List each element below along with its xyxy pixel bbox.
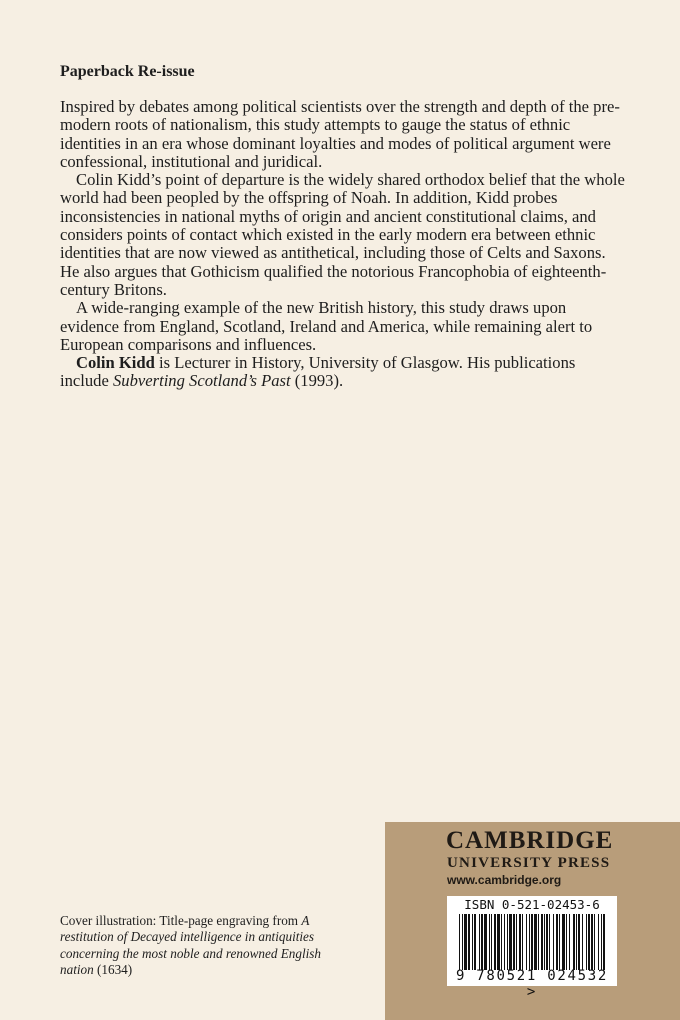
barcode-bar bbox=[526, 914, 527, 970]
barcode-bar bbox=[519, 914, 521, 970]
barcode-bar bbox=[586, 914, 587, 970]
barcode-bar bbox=[462, 914, 463, 970]
barcode-bar bbox=[569, 914, 570, 970]
barcode-bar bbox=[497, 914, 500, 970]
publisher-subtitle: UNIVERSITY PRESS bbox=[447, 855, 611, 871]
publisher-name: CAMBRIDGE bbox=[446, 827, 614, 854]
barcode-bar bbox=[576, 914, 577, 970]
isbn-text: ISBN 0-521-02453-6 bbox=[464, 897, 600, 912]
cover-credit-year: (1634) bbox=[93, 961, 133, 977]
author-name: Colin Kidd bbox=[76, 353, 155, 373]
barcode-bar bbox=[549, 914, 550, 970]
publisher-panel bbox=[385, 822, 680, 1020]
barcode-bar bbox=[472, 914, 473, 970]
barcode-bar bbox=[459, 914, 460, 970]
author-bio bbox=[60, 354, 628, 391]
barcode-bar bbox=[559, 914, 560, 970]
barcode-bar bbox=[603, 914, 605, 970]
barcode bbox=[447, 896, 617, 1000]
blurb-paragraph-3: A wide-ranging example of the new British history, this study draws upon evidence from England, Scotland, Ireland and America, while remaining alert to European comparisons and influences. bbox=[60, 298, 593, 354]
barcode-bar bbox=[582, 914, 583, 970]
barcode-bar bbox=[491, 914, 492, 970]
barcode-bar bbox=[531, 914, 533, 970]
barcode-bar bbox=[474, 914, 476, 970]
barcode-bar bbox=[464, 914, 467, 970]
barcode-bar bbox=[546, 914, 548, 970]
barcode-bar bbox=[598, 914, 599, 970]
barcode-bar bbox=[479, 914, 480, 970]
blurb-paragraph-2: Colin Kidd’s point of departure is the widely shared orthodox belief that the whole world had been peopled by the offspring of Noah. In addition, Kidd probes inconsistencies in national myths of origin and ancient constitutional claims, and considers points of contact which existed in the early modern era between ethnic identities that are now viewed as antithetical, including those of Celts and Saxons. He also argues that Gothicism qualified the notorious Francophobia of eighteenth-century Britons. bbox=[60, 170, 625, 299]
barcode-bar bbox=[556, 914, 558, 970]
barcode-bar bbox=[489, 914, 490, 970]
barcode-bars bbox=[459, 914, 605, 970]
barcode-bar bbox=[601, 914, 602, 970]
barcode-bar bbox=[516, 914, 517, 970]
author-book-title: Subverting Scotland’s Past bbox=[113, 371, 291, 391]
barcode-bar bbox=[513, 914, 515, 970]
barcode-bar bbox=[534, 914, 537, 970]
barcode-bar bbox=[501, 914, 502, 970]
barcode-bar bbox=[562, 914, 565, 970]
barcode-bar bbox=[553, 914, 554, 970]
barcode-bar bbox=[541, 914, 543, 970]
barcode-bar bbox=[509, 914, 512, 970]
blurb bbox=[60, 98, 628, 391]
heading: Paperback Re-issue bbox=[60, 63, 195, 80]
barcode-bar bbox=[538, 914, 539, 970]
barcode-bar bbox=[588, 914, 590, 970]
barcode-bar bbox=[578, 914, 580, 970]
barcode-bar bbox=[507, 914, 508, 970]
cover-credit bbox=[60, 913, 350, 978]
barcode-bar bbox=[594, 914, 595, 970]
publisher-url: www.cambridge.org bbox=[447, 873, 562, 887]
author-bio-text: is Lecturer in History, University of Glasgow. His publications include bbox=[60, 353, 576, 391]
blurb-paragraph-1: Inspired by debates among political scientists over the strength and depth of the pre-modern roots of nationalism, this study attempts to gauge the status of ethnic identities in an era whose dominant loyalties and modes of political argument were confessional, institutional and juridical. bbox=[60, 97, 620, 171]
barcode-bar bbox=[522, 914, 523, 970]
barcode-bar bbox=[544, 914, 545, 970]
author-book-year: (1993). bbox=[290, 371, 344, 391]
barcode-bar bbox=[494, 914, 496, 970]
barcode-bar bbox=[591, 914, 593, 970]
barcode-bar bbox=[573, 914, 575, 970]
barcode-digits: 9 780521 024532 > bbox=[456, 968, 608, 1000]
barcode-bar bbox=[529, 914, 530, 970]
cover-credit-prefix: Cover illustration: Title-page engraving from bbox=[60, 913, 302, 928]
barcode-bar bbox=[566, 914, 567, 970]
barcode-bar bbox=[504, 914, 505, 970]
barcode-bar bbox=[468, 914, 470, 970]
barcode-bar bbox=[484, 914, 487, 970]
cover-credit-title: A restitution of Decayed intelligence in antiquities concerning the most noble and renowned English nation bbox=[60, 913, 322, 977]
barcode-bar bbox=[481, 914, 483, 970]
